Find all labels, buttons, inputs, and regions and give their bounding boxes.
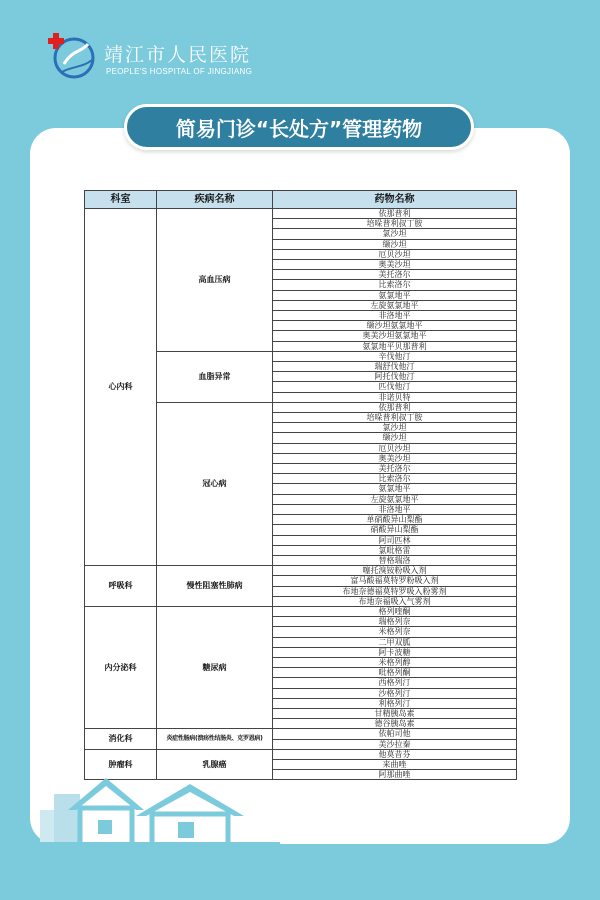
disease-cell: 糖尿病 [157, 606, 273, 728]
drug-cell: 西格列汀 [273, 678, 517, 688]
department-cell: 肿瘤科 [85, 749, 157, 780]
disease-cell: 高血压病 [157, 209, 273, 352]
drug-cell: 比索洛尔 [273, 474, 517, 484]
drug-cell: 米格列奈 [273, 627, 517, 637]
drug-cell: 阿托伐他汀 [273, 372, 517, 382]
drug-cell: 甘精胰岛素 [273, 708, 517, 718]
hospital-logo-icon [44, 30, 98, 80]
drug-cell: 非诺贝特 [273, 392, 517, 402]
drug-cell: 左旋氨氯地平 [273, 494, 517, 504]
drug-cell: 瑞格列奈 [273, 617, 517, 627]
drug-cell: 阿那曲唑 [273, 770, 517, 780]
column-header-department: 科室 [85, 191, 157, 209]
drug-cell: 单硝酸异山梨酯 [273, 515, 517, 525]
column-header-disease: 疾病名称 [157, 191, 273, 209]
drug-cell: 氨氯地平贝那普利 [273, 341, 517, 351]
drug-cell: 缬沙坦 [273, 433, 517, 443]
drug-cell: 格列喹酮 [273, 606, 517, 616]
drug-cell: 比索洛尔 [273, 280, 517, 290]
drug-cell: 氯吡格雷 [273, 545, 517, 555]
drug-cell: 奥美沙坦氨氯地平 [273, 331, 517, 341]
drug-cell: 左旋氨氯地平 [273, 300, 517, 310]
drug-cell: 米格列醇 [273, 657, 517, 667]
department-cell: 内分泌科 [85, 606, 157, 728]
table-row [85, 209, 517, 219]
drug-cell: 美托洛尔 [273, 464, 517, 474]
drug-cell: 培哚普利叔丁胺 [273, 219, 517, 229]
department-cell: 消化科 [85, 729, 157, 749]
table-row [85, 749, 517, 759]
disease-cell: 炎症性肠病(溃疡性结肠炎、克罗恩病) [157, 729, 273, 749]
hospital-name: 靖江市人民医院 [104, 44, 252, 66]
drug-cell: 布地奈德福莫特罗吸入粉雾剂 [273, 586, 517, 596]
drug-cell: 德谷胰岛素 [273, 719, 517, 729]
drug-cell: 氯沙坦 [273, 229, 517, 239]
disease-cell: 乳腺癌 [157, 749, 273, 780]
drug-cell: 阿司匹林 [273, 535, 517, 545]
drug-cell: 氯沙坦 [273, 423, 517, 433]
drug-cell: 依那普利 [273, 209, 517, 219]
department-cell: 心内科 [85, 209, 157, 566]
houses-illustration-icon [40, 770, 280, 846]
drug-cell: 缬沙坦氨氯地平 [273, 321, 517, 331]
table-row [85, 606, 517, 616]
drug-cell: 他莫昔芬 [273, 749, 517, 759]
hospital-name-english: PEOPLE'S HOSPITAL OF JINGJIANG [106, 67, 253, 76]
drug-cell: 利格列汀 [273, 698, 517, 708]
drug-cell: 来曲唑 [273, 759, 517, 769]
drug-cell: 辛伐他汀 [273, 351, 517, 361]
drug-cell: 瑞舒伐他汀 [273, 362, 517, 372]
drug-cell: 氨氯地平 [273, 290, 517, 300]
drug-cell: 布地奈福吸入气雾剂 [273, 596, 517, 606]
drug-cell: 非洛地平 [273, 504, 517, 514]
disease-cell: 血脂异常 [157, 351, 273, 402]
table-row [85, 729, 517, 739]
drug-cell: 依帕司他 [273, 729, 517, 739]
page-title: 简易门诊“长处方”管理药物 [124, 104, 474, 150]
table-header-row [85, 191, 517, 209]
table-body [85, 209, 517, 780]
drug-cell: 缬沙坦 [273, 239, 517, 249]
drug-cell: 富马酸福莫特罗粉吸入剂 [273, 576, 517, 586]
drug-cell: 沙格列汀 [273, 688, 517, 698]
disease-cell: 慢性阻塞性肺病 [157, 566, 273, 607]
drug-cell: 吡格列酮 [273, 668, 517, 678]
drug-cell: 匹伐他汀 [273, 382, 517, 392]
drug-cell: 厄贝沙坦 [273, 249, 517, 259]
drug-cell: 培哚普利叔丁胺 [273, 413, 517, 423]
drug-cell: 厄贝沙坦 [273, 443, 517, 453]
drug-cell: 依那普利 [273, 402, 517, 412]
drug-cell: 噻托溴铵粉吸入剂 [273, 566, 517, 576]
drug-cell: 替格瑞洛 [273, 555, 517, 565]
drug-cell: 美托洛尔 [273, 270, 517, 280]
column-header-drug: 药物名称 [273, 191, 517, 209]
drug-cell: 奥美沙坦 [273, 453, 517, 463]
drug-cell: 美沙拉秦 [273, 739, 517, 749]
drug-cell: 奥美沙坦 [273, 260, 517, 270]
disease-cell: 冠心病 [157, 402, 273, 565]
drug-cell: 硝酸异山梨酯 [273, 525, 517, 535]
drug-cell: 氨氯地平 [273, 484, 517, 494]
drug-cell: 二甲双胍 [273, 637, 517, 647]
drug-cell: 阿卡波糖 [273, 647, 517, 657]
department-cell: 呼吸科 [85, 566, 157, 607]
drug-cell: 非洛地平 [273, 311, 517, 321]
table-row [85, 566, 517, 576]
medication-table [84, 190, 517, 780]
